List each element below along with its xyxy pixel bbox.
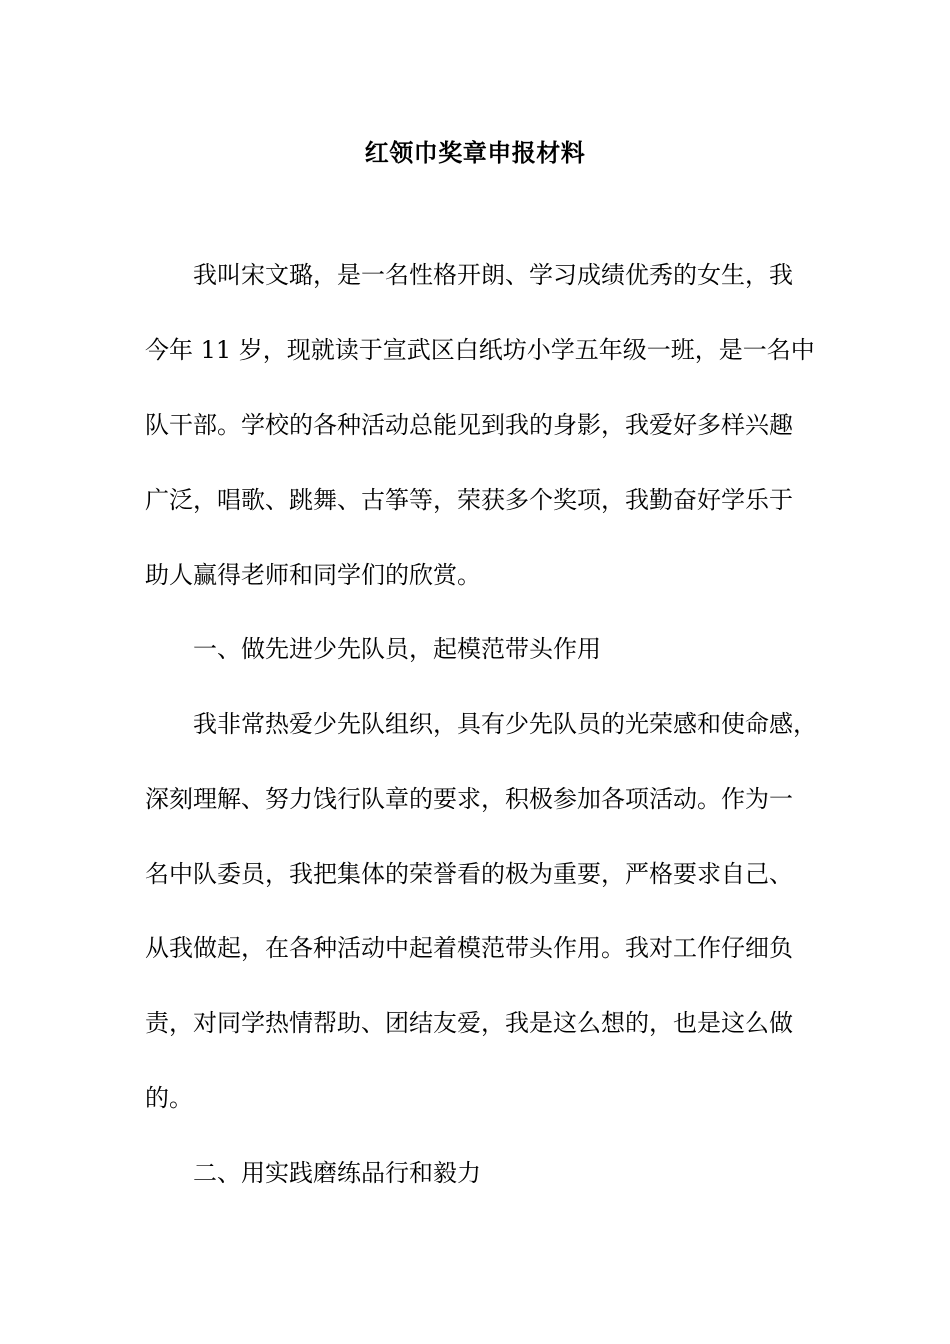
paragraph-line: 深刻理解、努力饯行队章的要求，积极参加各项活动。作为一 (145, 785, 793, 813)
paragraph-line: 名中队委员，我把集体的荣誉看的极为重要，严格要求自己、 (145, 860, 793, 888)
paragraph-line: 广泛，唱歌、跳舞、古筝等，荣获多个奖项，我勤奋好学乐于 (145, 486, 793, 514)
paragraph-line: 的。 (145, 1084, 193, 1112)
document-title: 红领巾奖章申报材料 (364, 138, 586, 167)
paragraph-line: 责，对同学热情帮助、团结友爱，我是这么想的，也是这么做 (145, 1009, 793, 1037)
section-heading: 一、做先进少先队员，起模范带头作用 (193, 635, 601, 663)
paragraph-line: 助人赢得老师和同学们的欣赏。 (145, 561, 481, 589)
paragraph-line: 今年 11 岁，现就读于宣武区白纸坊小学五年级一班，是一名中 (145, 336, 815, 364)
paragraph-line: 我叫宋文璐，是一名性格开朗、学习成绩优秀的女生，我 (193, 261, 793, 289)
paragraph-line: 从我做起，在各种活动中起着模范带头作用。我对工作仔细负 (145, 934, 793, 962)
paragraph-line: 队干部。学校的各种活动总能见到我的身影，我爱好多样兴趣 (145, 411, 793, 439)
section-heading: 二、用实践磨练品行和毅力 (193, 1159, 481, 1187)
paragraph-line: 我非常热爱少先队组织，具有少先队员的光荣感和使命感， (193, 710, 817, 738)
